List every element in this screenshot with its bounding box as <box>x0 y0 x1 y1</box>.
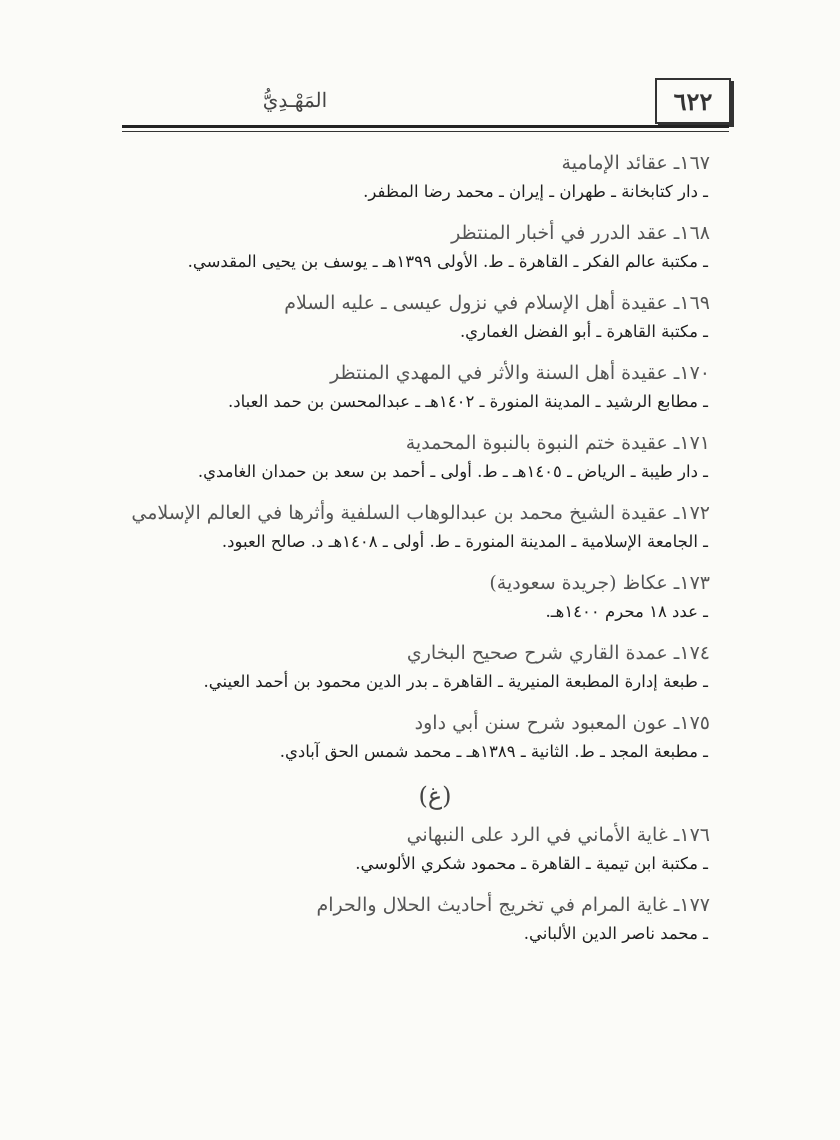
bibliography-entry <box>120 218 710 276</box>
bibliography-entry <box>120 148 710 206</box>
entry-detail: ـ مكتبة ابن تيمية ـ القاهرة ـ محمود شكري الألوسي. <box>355 854 708 873</box>
bibliography-entry <box>120 428 710 486</box>
entry-detail: ـ دار طيبة ـ الرياض ـ ١٤٠٥هـ ـ ط. أولى ـ أحمد بن سعد بن حمدان الغامدي. <box>197 462 708 481</box>
bibliography-entry <box>120 568 710 626</box>
entry-detail: ـ محمد ناصر الدين الألباني. <box>523 924 708 943</box>
entry-title: ١٧١ـ عقيدة ختم النبوة بالنبوة المحمدية <box>405 432 710 454</box>
entry-title: ١٦٨ـ عقد الدرر في أخبار المنتظر <box>451 222 710 244</box>
entry-detail: ـ مطبعة المجد ـ ط. الثانية ـ ١٣٨٩هـ ـ محمد شمس الحق آبادي. <box>279 742 708 761</box>
bibliography-entry <box>120 890 710 948</box>
bibliography-entry <box>120 638 710 696</box>
entry-title: ١٧٧ـ غاية المرام في تخريج أحاديث الحلال والحرام <box>316 894 710 916</box>
entry-detail: ـ مكتبة القاهرة ـ أبو الفضل الغماري. <box>459 322 708 341</box>
header-rule-thick <box>122 125 729 128</box>
bibliography-entry <box>120 358 710 416</box>
page-number: ٦٢٢ <box>655 78 731 124</box>
bibliography-list <box>120 148 710 960</box>
entry-detail: ـ مكتبة عالم الفكر ـ القاهرة ـ ط. الأولى ١٣٩٩هـ ـ يوسف بن يحيى المقدسي. <box>187 252 708 271</box>
bibliography-entry <box>120 498 710 556</box>
entry-title: ١٧٣ـ عكاظ (جريدة سعودية) <box>489 572 710 594</box>
entry-title: ١٧٥ـ عون المعبود شرح سنن أبي داود <box>414 712 710 734</box>
entry-title: ١٧٦ـ غاية الأماني في الرد على النبهاني <box>406 824 710 846</box>
running-title: المَهْـدِيُّ <box>262 88 328 112</box>
entry-detail: ـ عدد ١٨ محرم ١٤٠٠هـ. <box>545 602 708 621</box>
entry-title: ١٧٢ـ عقيدة الشيخ محمد بن عبدالوهاب السلفية وأثرها في العالم الإسلامي <box>131 502 710 524</box>
entry-detail: ـ مطابع الرشيد ـ المدينة المنورة ـ ١٤٠٢هـ ـ عبدالمحسن بن حمد العباد. <box>227 392 708 411</box>
section-letter-heading: (غ) <box>418 782 452 810</box>
bibliography-entry <box>120 820 710 878</box>
entry-detail: ـ طبعة إدارة المطبعة المنيرية ـ القاهرة ـ بدر الدين محمود بن أحمد العيني. <box>203 672 708 691</box>
entry-title: ١٧٤ـ عمدة القاري شرح صحيح البخاري <box>406 642 710 664</box>
bibliography-entry <box>120 708 710 766</box>
header-rule-thin <box>122 131 729 132</box>
entry-title: ١٦٧ـ عقائد الإمامية <box>561 152 710 174</box>
entry-detail: ـ الجامعة الإسلامية ـ المدينة المنورة ـ ط. أولى ـ ١٤٠٨هـ د. صالح العبود. <box>221 532 708 551</box>
entry-title: ١٦٩ـ عقيدة أهل الإسلام في نزول عيسى ـ عليه السلام <box>284 292 710 314</box>
entry-detail: ـ دار كتابخانة ـ طهران ـ إيران ـ محمد رضا المظفر. <box>363 182 708 201</box>
bibliography-entry <box>120 288 710 346</box>
entry-title: ١٧٠ـ عقيدة أهل السنة والأثر في المهدي المنتظر <box>330 362 710 384</box>
